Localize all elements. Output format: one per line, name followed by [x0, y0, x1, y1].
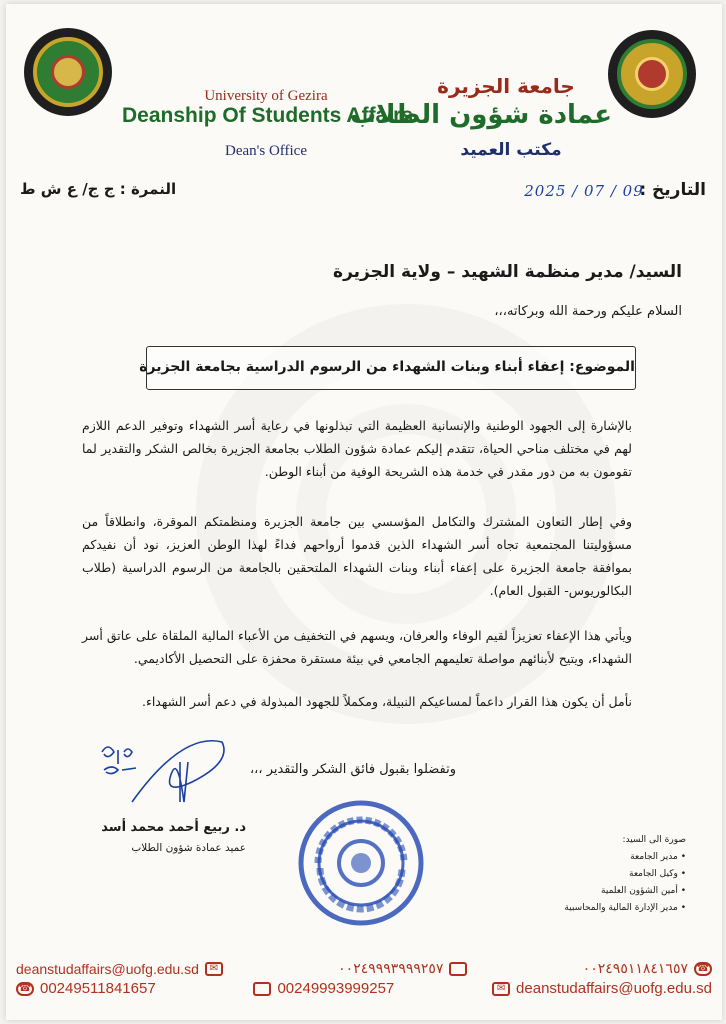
footer-email[interactable] [492, 980, 712, 997]
english-office-name: Dean's Office [225, 143, 307, 159]
addressee: السيد/ مدير منظمة الشهيد – ولاية الجزيرة [333, 262, 682, 282]
cc-item: • وكيل الجامعة [536, 866, 686, 883]
arabic-office-name: مكتب العميد [460, 140, 562, 160]
cc-heading: صورة الى السيد: [622, 835, 686, 845]
mobile-number: ٠٠٢٤٩٩٩٣٩٩٩٢٥٧ [338, 960, 444, 976]
footer-email[interactable] [16, 961, 223, 977]
greeting: السلام عليكم ورحمة الله وبركاته،،، [494, 304, 682, 319]
email-address[interactable]: deanstudaffairs@uofg.edu.sd [516, 980, 712, 997]
english-deanship-name: Deanship Of Students Affairs [122, 104, 413, 127]
cc-item: • مدير الإدارة المالية والمحاسبية [536, 900, 686, 917]
mobile-icon [449, 962, 467, 976]
arabic-deanship-name: عمادة شؤون الطلاب [350, 100, 612, 130]
cc-item: • أمين الشؤون العلمية [536, 883, 686, 900]
university-seal-icon [608, 30, 696, 118]
footer-mobile [338, 960, 467, 977]
letter-page [6, 4, 722, 1020]
cc-list [536, 832, 686, 917]
signer-name: د. ربيع أحمد محمد أسد [101, 820, 246, 835]
footer-latin [6, 980, 722, 997]
body-paragraph: بالإشارة إلى الجهود الوطنية والإنسانية العظيمة التي تبذلونها في رعاية أسر الشهداء وتوفير الدعم اللازم لهم في مختلف مناحي الحياة، تتقدم إليكم عمادة شؤون الطلاب بجامعة الجزيرة بخالص الشكر والتقدير لما تقومون به من دور مقدر في خدمة هذه الشريحة الوفية من أبناء الوطن. [82, 418, 632, 479]
email-address[interactable]: deanstudaffairs@uofg.edu.sd [16, 960, 199, 977]
footer-arabic [6, 960, 722, 977]
handwritten-signature [92, 722, 232, 812]
footer-phone [16, 980, 156, 997]
phone-icon: ☎ [694, 962, 712, 976]
body-paragraph: وفي إطار التعاون المشترك والتكامل المؤسسي بين جامعة الجزيرة ومنظمتكم الموقرة، وانطلاقاً من مسؤوليتنا المجتمعية تجاه أسر الشهداء الذين قدموا أرواحهم فداءً لهذا الوطن العزيز، نود أن نفيدكم بموافقة جامعة الجزيرة على إعفاء أبناء وبنات الشهداء الملتحقين بالجامعة من الرسوم الدراسية (طلاب البكالوريوس- القبول العام). [82, 514, 632, 598]
phone-number: ٠٠٢٤٩٥١١٨٤١٦٥٧ [582, 960, 688, 976]
signer-title: عميد عمادة شؤون الطلاب [131, 842, 246, 854]
date-value: 2025 / 07 / 09 [524, 182, 644, 200]
email-icon: ✉ [205, 962, 223, 976]
body-paragraph: ويأتي هذا الإعفاء تعزيزاً لقيم الوفاء والعرفان، ويسهم في التخفيف من الأعباء المالية الملقاة على عاتق أسر الشهداء، ويتيح لأبنائهم مواصلة تعليمهم الجامعي في بيئة مستقرة محفزة على التحصيل الأكاديمي. [82, 628, 632, 666]
english-university-name: University of Gezira [204, 88, 328, 104]
footer-phone [583, 960, 712, 977]
arabic-university-name: جامعة الجزيرة [437, 74, 575, 98]
mobile-number: 00249993999257 [277, 980, 395, 997]
footer-mobile [253, 980, 394, 997]
body-paragraph: نأمل أن يكون هذا القرار داعماً لمساعيكم النبيلة، ومكملاً للجهود المبذولة في دعم أسر الشهداء. [141, 694, 632, 709]
date-label: التاريخ : [639, 180, 706, 200]
cc-item: • مدير الجامعة [536, 849, 686, 866]
deanship-logo-icon [24, 28, 112, 116]
email-icon: ✉ [492, 982, 510, 996]
closing-line: وتفضلوا بقبول فائق الشكر والتقدير ،،، [249, 762, 456, 777]
phone-number: 00249511841657 [40, 980, 156, 997]
subject-box: الموضوع: إعفاء أبناء وبنات الشهداء من الرسوم الدراسية بجامعة الجزيرة [146, 346, 636, 390]
phone-icon: ☎ [16, 982, 34, 996]
mobile-icon [253, 982, 271, 996]
official-stamp [296, 798, 426, 928]
reference-number: النمرة : ج ج/ ع ش ط [20, 180, 177, 198]
